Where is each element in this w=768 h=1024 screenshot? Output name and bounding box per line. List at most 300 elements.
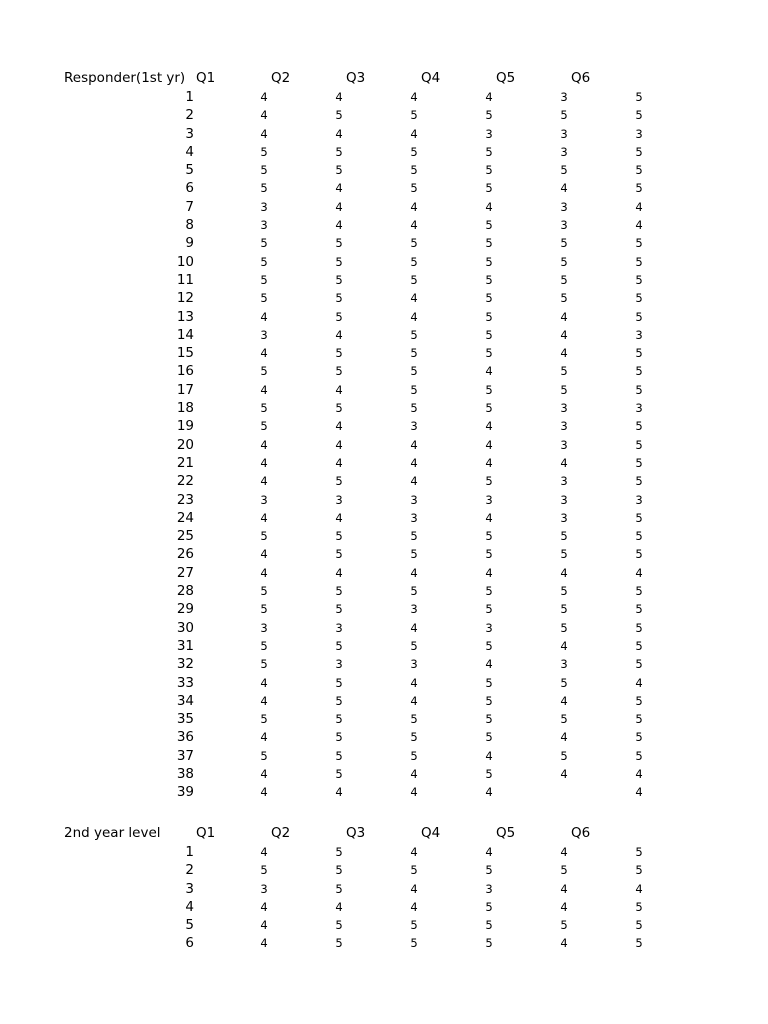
score-cell-col-3: 5 [410, 382, 418, 397]
responder-id-cell: 28 [176, 583, 194, 600]
responder-id-cell: 38 [176, 765, 194, 782]
score-cell-col-5: 5 [560, 602, 568, 617]
table-body [0, 88, 768, 802]
responder-id-cell: 1 [185, 844, 194, 860]
score-cell-col-4: 5 [485, 327, 493, 342]
score-cell-col-2: 5 [335, 602, 343, 617]
responder-id-cell: 14 [176, 326, 194, 343]
score-cell-col-5: 5 [560, 272, 568, 287]
score-cell-col-6: 5 [635, 863, 643, 878]
responder-id-cell: 23 [176, 491, 194, 508]
score-cell-col-4: 5 [485, 638, 493, 653]
score-cell-col-4: 4 [485, 437, 493, 452]
score-cell-col-4: 4 [485, 199, 493, 214]
score-cell-col-1: 4 [260, 126, 268, 141]
score-cell-col-2: 5 [335, 529, 343, 544]
score-cell-col-1: 4 [260, 382, 268, 397]
score-cell-col-6: 3 [635, 492, 643, 507]
score-cell-col-5: 5 [560, 254, 568, 269]
table-row [0, 143, 768, 161]
score-cell-col-6: 4 [635, 199, 643, 214]
score-cell-col-3: 5 [410, 144, 418, 159]
score-cell-col-6: 5 [635, 437, 643, 452]
table-row [0, 582, 768, 600]
responder-id-cell: 4 [185, 143, 194, 160]
responder-id-cell: 29 [176, 601, 194, 618]
score-cell-col-6: 5 [635, 474, 643, 489]
score-cell-col-4: 4 [485, 455, 493, 470]
score-cell-col-2: 5 [335, 401, 343, 416]
score-cell-col-1: 4 [260, 455, 268, 470]
score-cell-col-5: 5 [560, 547, 568, 562]
score-cell-col-5: 4 [560, 181, 568, 196]
table-row [0, 655, 768, 673]
responder-id-cell: 36 [176, 729, 194, 746]
score-cell-col-4: 5 [485, 108, 493, 123]
score-cell-col-4: 3 [485, 492, 493, 507]
score-cell-col-6: 4 [635, 881, 643, 896]
score-cell-col-5: 4 [560, 346, 568, 361]
responder-id-cell: 37 [176, 747, 194, 764]
score-cell-col-3: 5 [410, 163, 418, 178]
score-cell-col-2: 4 [335, 565, 343, 580]
score-cell-col-4: 4 [485, 510, 493, 525]
score-cell-col-3: 5 [410, 181, 418, 196]
score-cell-col-2: 4 [335, 899, 343, 914]
score-cell-col-1: 5 [260, 181, 268, 196]
table-header-row [0, 68, 768, 88]
score-cell-col-1: 5 [260, 712, 268, 727]
score-cell-col-4: 5 [485, 693, 493, 708]
score-cell-col-3: 4 [410, 675, 418, 690]
score-cell-col-1: 4 [260, 693, 268, 708]
column-header-q2: Q2 [271, 825, 291, 841]
score-cell-col-2: 4 [335, 126, 343, 141]
score-cell-col-2: 5 [335, 881, 343, 896]
score-cell-col-4: 3 [485, 620, 493, 635]
score-cell-col-1: 4 [260, 474, 268, 489]
column-header-q6: Q6 [571, 70, 591, 86]
score-cell-col-3: 4 [410, 565, 418, 580]
score-cell-col-1: 4 [260, 510, 268, 525]
score-cell-col-6: 5 [635, 918, 643, 933]
score-cell-col-4: 5 [485, 401, 493, 416]
table-row [0, 710, 768, 728]
score-cell-col-2: 5 [335, 766, 343, 781]
score-cell-col-6: 5 [635, 547, 643, 562]
score-cell-col-6: 5 [635, 712, 643, 727]
table-row [0, 728, 768, 746]
score-cell-col-1: 4 [260, 766, 268, 781]
score-cell-col-1: 4 [260, 437, 268, 452]
table-header-row [0, 823, 768, 843]
score-cell-col-5: 4 [560, 766, 568, 781]
column-header-q4: Q4 [421, 825, 441, 841]
table-body [0, 843, 768, 953]
score-cell-col-5: 3 [560, 90, 568, 104]
score-cell-col-3: 4 [410, 881, 418, 896]
score-cell-col-6: 5 [635, 845, 643, 859]
score-cell-col-4: 5 [485, 272, 493, 287]
table-row [0, 381, 768, 399]
score-cell-col-5: 4 [560, 899, 568, 914]
responder-id-cell: 1 [185, 89, 194, 105]
table-row [0, 843, 768, 861]
score-cell-col-3: 5 [410, 748, 418, 763]
score-cell-col-6: 5 [635, 693, 643, 708]
responder-id-cell: 12 [176, 290, 194, 307]
score-cell-col-1: 3 [260, 620, 268, 635]
responder-id-cell: 11 [176, 271, 194, 288]
score-cell-col-4: 5 [485, 584, 493, 599]
score-cell-col-1: 4 [260, 899, 268, 914]
table-row [0, 216, 768, 234]
score-cell-col-1: 5 [260, 638, 268, 653]
table-row [0, 783, 768, 801]
responder-id-cell: 16 [176, 363, 194, 380]
score-cell-col-4: 4 [485, 785, 493, 800]
score-cell-col-1: 4 [260, 675, 268, 690]
score-cell-col-6: 3 [635, 327, 643, 342]
score-cell-col-6: 5 [635, 899, 643, 914]
responder-id-cell: 3 [185, 880, 194, 897]
score-cell-col-4: 5 [485, 863, 493, 878]
score-cell-col-5: 3 [560, 401, 568, 416]
score-cell-col-1: 5 [260, 163, 268, 178]
table-row [0, 545, 768, 563]
score-cell-col-6: 5 [635, 529, 643, 544]
column-header-q6: Q6 [571, 825, 591, 841]
score-cell-col-3: 5 [410, 327, 418, 342]
score-cell-col-3: 4 [410, 474, 418, 489]
score-cell-col-3: 5 [410, 936, 418, 951]
score-cell-col-6: 5 [635, 90, 643, 104]
responder-id-cell: 17 [176, 381, 194, 398]
responder-id-cell: 3 [185, 125, 194, 142]
score-cell-col-1: 4 [260, 346, 268, 361]
score-cell-col-2: 5 [335, 346, 343, 361]
score-cell-col-2: 5 [335, 693, 343, 708]
score-cell-col-2: 5 [335, 547, 343, 562]
responder-id-cell: 30 [176, 619, 194, 636]
responder-id-cell: 19 [176, 418, 194, 435]
responder-id-cell: 18 [176, 400, 194, 417]
score-cell-col-5: 3 [560, 492, 568, 507]
score-cell-col-2: 4 [335, 510, 343, 525]
score-cell-col-4: 5 [485, 346, 493, 361]
responder-id-cell: 15 [176, 345, 194, 362]
score-cell-col-5: 4 [560, 845, 568, 859]
score-cell-col-6: 4 [635, 218, 643, 233]
score-cell-col-4: 5 [485, 766, 493, 781]
table-row [0, 880, 768, 898]
score-cell-col-2: 4 [335, 455, 343, 470]
table-row [0, 106, 768, 124]
score-cell-col-1: 5 [260, 364, 268, 379]
score-cell-col-1: 3 [260, 492, 268, 507]
responder-id-cell: 32 [176, 656, 194, 673]
score-cell-col-4: 5 [485, 547, 493, 562]
score-cell-col-4: 3 [485, 881, 493, 896]
responder-id-cell: 21 [176, 454, 194, 471]
table-row [0, 179, 768, 197]
score-cell-col-6: 5 [635, 510, 643, 525]
score-cell-col-4: 5 [485, 291, 493, 306]
score-cell-col-6: 5 [635, 163, 643, 178]
score-cell-col-6: 5 [635, 309, 643, 324]
score-cell-col-6: 5 [635, 620, 643, 635]
section-label: 2nd year level [64, 825, 161, 841]
score-cell-col-3: 4 [410, 199, 418, 214]
score-cell-col-2: 5 [335, 144, 343, 159]
score-cell-col-5: 5 [560, 529, 568, 544]
score-cell-col-5: 5 [560, 712, 568, 727]
table-row [0, 472, 768, 490]
score-cell-col-4: 4 [485, 845, 493, 859]
score-cell-col-1: 4 [260, 90, 268, 104]
score-cell-col-5: 5 [560, 748, 568, 763]
score-cell-col-1: 5 [260, 657, 268, 672]
score-cell-col-3: 3 [410, 510, 418, 525]
score-cell-col-2: 4 [335, 382, 343, 397]
score-cell-col-5: 5 [560, 620, 568, 635]
responder-id-cell: 4 [185, 898, 194, 915]
table-row [0, 125, 768, 143]
score-cell-col-2: 5 [335, 163, 343, 178]
score-cell-col-6: 5 [635, 730, 643, 745]
table-row [0, 344, 768, 362]
score-cell-col-2: 4 [335, 419, 343, 434]
score-cell-col-4: 5 [485, 254, 493, 269]
score-cell-col-4: 5 [485, 382, 493, 397]
table-row [0, 527, 768, 545]
score-cell-col-3: 5 [410, 272, 418, 287]
score-cell-col-3: 4 [410, 620, 418, 635]
score-cell-col-3: 4 [410, 693, 418, 708]
score-cell-col-1: 5 [260, 863, 268, 878]
score-cell-col-5: 3 [560, 437, 568, 452]
table-row [0, 619, 768, 637]
table-row [0, 564, 768, 582]
score-cell-col-1: 5 [260, 236, 268, 251]
score-cell-col-4: 5 [485, 181, 493, 196]
column-header-q2: Q2 [271, 70, 291, 86]
score-cell-col-6: 5 [635, 584, 643, 599]
table-row [0, 271, 768, 289]
score-cell-col-3: 5 [410, 254, 418, 269]
score-cell-col-3: 5 [410, 346, 418, 361]
score-cell-col-5: 4 [560, 309, 568, 324]
score-cell-col-6: 4 [635, 766, 643, 781]
score-cell-col-1: 4 [260, 936, 268, 951]
score-cell-col-6: 5 [635, 419, 643, 434]
score-cell-col-3: 4 [410, 218, 418, 233]
score-cell-col-3: 5 [410, 529, 418, 544]
responder-id-cell: 5 [185, 162, 194, 179]
responder-id-cell: 13 [176, 308, 194, 325]
responder-id-cell: 9 [185, 235, 194, 252]
responder-id-cell: 8 [185, 217, 194, 234]
table-row [0, 362, 768, 380]
table-row [0, 898, 768, 916]
score-cell-col-6: 5 [635, 455, 643, 470]
table-row [0, 198, 768, 216]
score-cell-col-3: 4 [410, 309, 418, 324]
score-cell-col-4: 5 [485, 899, 493, 914]
score-cell-col-1: 4 [260, 785, 268, 800]
score-cell-col-4: 5 [485, 675, 493, 690]
score-cell-col-1: 5 [260, 602, 268, 617]
score-cell-col-5: 5 [560, 108, 568, 123]
score-cell-col-3: 5 [410, 401, 418, 416]
table-row [0, 88, 768, 106]
score-cell-col-4: 5 [485, 474, 493, 489]
score-cell-col-3: 3 [410, 419, 418, 434]
column-header-q4: Q4 [421, 70, 441, 86]
table-row [0, 600, 768, 618]
score-cell-col-5: 4 [560, 693, 568, 708]
score-cell-col-4: 5 [485, 163, 493, 178]
score-cell-col-6: 5 [635, 236, 643, 251]
score-cell-col-3: 4 [410, 437, 418, 452]
score-cell-col-5: 4 [560, 455, 568, 470]
score-cell-col-5: 5 [560, 163, 568, 178]
score-cell-col-4: 4 [485, 419, 493, 434]
table-row [0, 399, 768, 417]
score-cell-col-2: 5 [335, 254, 343, 269]
score-cell-col-2: 3 [335, 657, 343, 672]
score-cell-col-2: 5 [335, 936, 343, 951]
responder-first-year-table [0, 68, 768, 802]
score-cell-col-2: 5 [335, 474, 343, 489]
second-year-level-table [0, 823, 768, 953]
table-row [0, 637, 768, 655]
score-cell-col-3: 5 [410, 364, 418, 379]
table-row [0, 289, 768, 307]
score-cell-col-4: 5 [485, 218, 493, 233]
score-cell-col-6: 4 [635, 785, 643, 800]
score-cell-col-1: 5 [260, 254, 268, 269]
score-cell-col-3: 4 [410, 90, 418, 104]
responder-id-cell: 26 [176, 546, 194, 563]
score-cell-col-3: 4 [410, 291, 418, 306]
score-cell-col-4: 5 [485, 918, 493, 933]
score-cell-col-5: 5 [560, 364, 568, 379]
score-cell-col-6: 5 [635, 364, 643, 379]
table-row [0, 436, 768, 454]
responder-id-cell: 31 [176, 637, 194, 654]
score-cell-col-4: 4 [485, 565, 493, 580]
score-cell-col-5: 3 [560, 419, 568, 434]
table-row [0, 491, 768, 509]
score-cell-col-4: 4 [485, 748, 493, 763]
score-cell-col-5: 3 [560, 510, 568, 525]
score-cell-col-1: 3 [260, 327, 268, 342]
score-cell-col-3: 5 [410, 236, 418, 251]
table-row [0, 161, 768, 179]
score-cell-col-1: 5 [260, 272, 268, 287]
score-cell-col-5: 3 [560, 144, 568, 159]
section-label: Responder(1st yr) [64, 70, 186, 86]
score-cell-col-4: 3 [485, 126, 493, 141]
responder-id-cell: 27 [176, 564, 194, 581]
score-cell-col-6: 5 [635, 346, 643, 361]
score-cell-col-6: 5 [635, 272, 643, 287]
score-cell-col-6: 5 [635, 181, 643, 196]
score-cell-col-2: 5 [335, 863, 343, 878]
score-cell-col-2: 4 [335, 181, 343, 196]
score-cell-col-3: 4 [410, 455, 418, 470]
score-cell-col-2: 5 [335, 845, 343, 859]
responder-id-cell: 22 [176, 473, 194, 490]
responder-id-cell: 10 [176, 253, 194, 270]
score-cell-col-3: 4 [410, 126, 418, 141]
score-cell-col-3: 4 [410, 899, 418, 914]
score-cell-col-4: 5 [485, 144, 493, 159]
responder-id-cell: 24 [176, 509, 194, 526]
score-cell-col-6: 5 [635, 382, 643, 397]
score-cell-col-4: 4 [485, 657, 493, 672]
responder-id-cell: 39 [176, 784, 194, 801]
score-cell-col-3: 5 [410, 863, 418, 878]
score-cell-col-6: 3 [635, 126, 643, 141]
score-cell-col-2: 3 [335, 620, 343, 635]
responder-id-cell: 20 [176, 436, 194, 453]
table-row [0, 916, 768, 934]
score-cell-col-5: 3 [560, 218, 568, 233]
score-cell-col-2: 4 [335, 785, 343, 800]
score-cell-col-5: 5 [560, 675, 568, 690]
score-cell-col-2: 5 [335, 309, 343, 324]
score-cell-col-5: 5 [560, 863, 568, 878]
score-cell-col-6: 4 [635, 675, 643, 690]
score-cell-col-2: 5 [335, 675, 343, 690]
score-cell-col-1: 4 [260, 730, 268, 745]
score-cell-col-3: 4 [410, 785, 418, 800]
responder-id-cell: 5 [185, 917, 194, 934]
score-cell-col-6: 5 [635, 144, 643, 159]
table-row [0, 765, 768, 783]
score-cell-col-5: 5 [560, 918, 568, 933]
score-cell-col-2: 4 [335, 218, 343, 233]
score-cell-col-6: 5 [635, 748, 643, 763]
column-header-q3: Q3 [346, 70, 366, 86]
score-cell-col-3: 4 [410, 845, 418, 859]
score-cell-col-6: 5 [635, 638, 643, 653]
table-row [0, 454, 768, 472]
score-cell-col-4: 4 [485, 90, 493, 104]
responder-id-cell: 25 [176, 528, 194, 545]
score-cell-col-2: 5 [335, 364, 343, 379]
score-cell-col-5: 4 [560, 936, 568, 951]
score-cell-col-5: 4 [560, 565, 568, 580]
responder-id-cell: 35 [176, 711, 194, 728]
score-cell-col-2: 5 [335, 236, 343, 251]
score-cell-col-2: 4 [335, 90, 343, 104]
score-cell-col-2: 5 [335, 712, 343, 727]
score-cell-col-1: 5 [260, 144, 268, 159]
score-cell-col-4: 5 [485, 529, 493, 544]
score-cell-col-4: 5 [485, 602, 493, 617]
score-cell-col-2: 5 [335, 272, 343, 287]
score-cell-col-6: 5 [635, 657, 643, 672]
score-cell-col-4: 5 [485, 936, 493, 951]
score-cell-col-2: 5 [335, 748, 343, 763]
score-cell-col-4: 5 [485, 236, 493, 251]
score-cell-col-5: 5 [560, 584, 568, 599]
score-cell-col-5: 4 [560, 730, 568, 745]
score-cell-col-4: 5 [485, 712, 493, 727]
